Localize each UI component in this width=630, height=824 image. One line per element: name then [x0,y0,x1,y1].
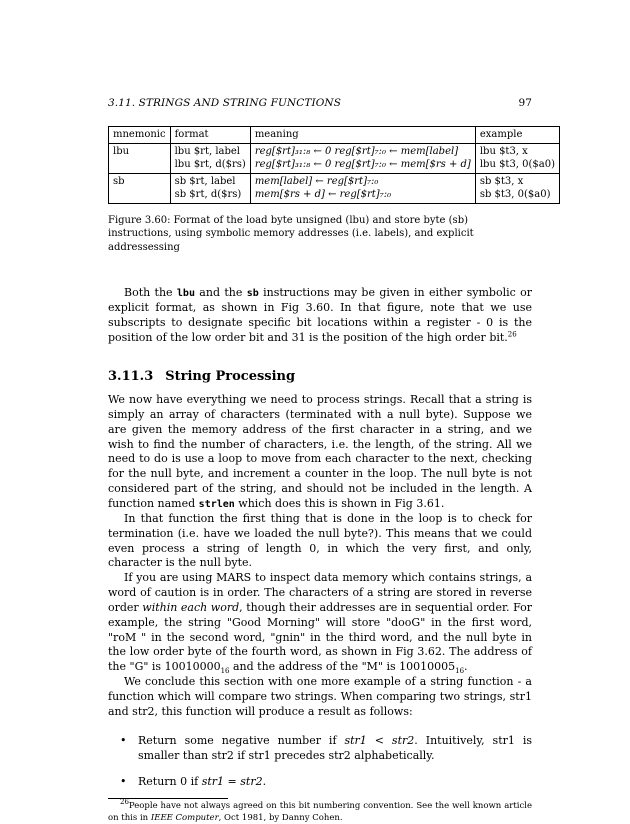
page-body [108,96,556,824]
section-number: 3.11.3 [108,368,154,384]
example-line: lbu $t3, 0($a0) [479,159,556,171]
table-header-cell: example [475,127,559,144]
table-cell-format [170,143,250,173]
meaning-text: mem[$rs + d] ← reg[$rt]₇:₀ [254,189,392,201]
meaning-line [255,158,471,172]
meaning-text: mem[label] ← reg[$rt]₇:₀ [254,175,379,187]
example-line: sb $t3, x [479,175,524,187]
meaning-line [255,175,471,189]
figure-caption: Figure 3.60: Format of the load byte unsigned (lbu) and store byte (sb) instructions, using symbolic memory addresses (i.e. labels), and explicit addressessing [108,214,474,253]
footnote-mark: 26 [120,798,129,807]
text-run: which does this is shown in Fig 3.61. [234,497,445,510]
example-line: lbu $t3, x [479,145,528,157]
format-line: lbu $rt, d($rs) [174,159,246,171]
text-run: , though their addresses are in sequential order. For example, the string "Good Morning" will store "dooG" in the first word, "roM " in the second word, "gnin" in the third word, and the null byte in the low order byte of the fourth word, as shown in Fig 3.62. The address of the "G" is 10010000 [108,600,532,674]
text-run: , Oct 1981, by Danny Cohen. [218,812,343,823]
footnote [108,798,532,824]
intro-paragraph [108,286,532,345]
table-header-cell: meaning [250,127,475,144]
text-run: Return some negative number if [138,733,345,747]
format-line: sb $rt, label [174,175,236,187]
body-paragraph: We conclude this section with one more example of a string function - a function which will compare two strings. When comparing two strings, str1 and str2, this function will produce a result as follows: [108,675,532,718]
table-cell-meaning [250,173,475,203]
text-run: and the [194,286,247,300]
list-item [108,734,532,764]
header-page-number: 97 [518,97,532,109]
body-paragraph: In that function the first thing that is done in the loop is to check for termination (i.e. have we loaded the null byte?). This means that we could even process a string of length 0, in which the very first, and only, character is the null byte. [108,511,532,570]
bullet-icon: • [120,733,127,747]
table-row [109,143,560,173]
header-section-title: 3.11. STRINGS AND STRING FUNCTIONS [108,97,341,109]
format-line: sb $rt, d($rs) [174,189,242,201]
text-run: . [262,775,267,789]
meaning-text: reg[$rt]₃₁:₈ ← 0 reg[$rt]₇:₀ ← mem[$rs + d] [254,159,471,171]
table-cell-mnemonic: sb [109,173,171,203]
subscript: 16 [220,667,230,676]
instruction-format-table [108,126,560,204]
text-run: instructions may be given in either symbolic or explicit format, as shown in Fig 3.60. In that figure, note that we use subscripts to designate specific bit locations within a register - 0 is the position of the low order bit and 31 is the position of the high order bit. [108,286,532,344]
list-item [108,775,532,790]
code-strlen: strlen [198,499,235,510]
meaning-line [255,188,471,202]
table-cell-meaning [250,143,475,173]
running-header [108,96,532,110]
subscript: 16 [455,667,465,676]
text-run: Both the [124,286,177,300]
text-run: People have not always agreed on this bit numbering convention. See the well known article on this in [108,801,532,823]
table-row [109,173,560,203]
emphasis-text: within each word [142,600,240,614]
text-run: We now have everything we need to process strings. Recall that a string is simply an array of characters (terminated with a null byte). Suppose we are given the memory address of the first character in a string, and we wish to find the number of characters, i.e. the length, of the string. All we need to do is use a loop to move from each character to the next, checking for the null byte, and increment a counter in the loop. The null byte is not considered part of the string, and should not be included in the length. A function named [108,393,532,510]
bullet-icon: • [120,775,127,789]
body-paragraph [108,393,532,512]
body-paragraph [108,571,532,675]
emphasis-text: IEEE Computer [150,812,219,823]
code-lbu: lbu [176,288,195,300]
math-text: str1 < str2 [344,733,415,747]
text-run: If you are using MARS to inspect data memory which contains strings, a word of caution is in order. The characters of a string are stored in reverse order [108,571,532,614]
bullet-list [108,734,532,791]
table-cell-format [170,173,250,203]
text-run: . Intuitively, str1 is smaller than str2 if str1 precedes str2 alphabetically. [138,733,532,762]
section-heading [108,368,532,386]
format-line: lbu $rt, label [174,145,241,157]
table-header-cell: mnemonic [109,127,171,144]
meaning-line [255,145,471,159]
section-title: String Processing [165,368,296,384]
text-run: and the address of the "M" is 10010005 [229,660,456,674]
code-sb: sb [246,288,259,300]
table-header-row [109,127,560,144]
table-cell-example [475,173,559,203]
example-line: sb $t3, 0($a0) [479,189,551,201]
math-text: str1 = str2 [201,775,263,789]
footnote-marker: 26 [507,330,517,339]
meaning-text: reg[$rt]₃₁:₈ ← 0 reg[$rt]₇:₀ ← mem[label] [254,145,459,157]
text-run: . [464,660,468,674]
text-run: Return 0 if [138,775,202,789]
table-cell-example [475,143,559,173]
table-header-cell: format [170,127,250,144]
table-cell-mnemonic: lbu [109,143,171,173]
